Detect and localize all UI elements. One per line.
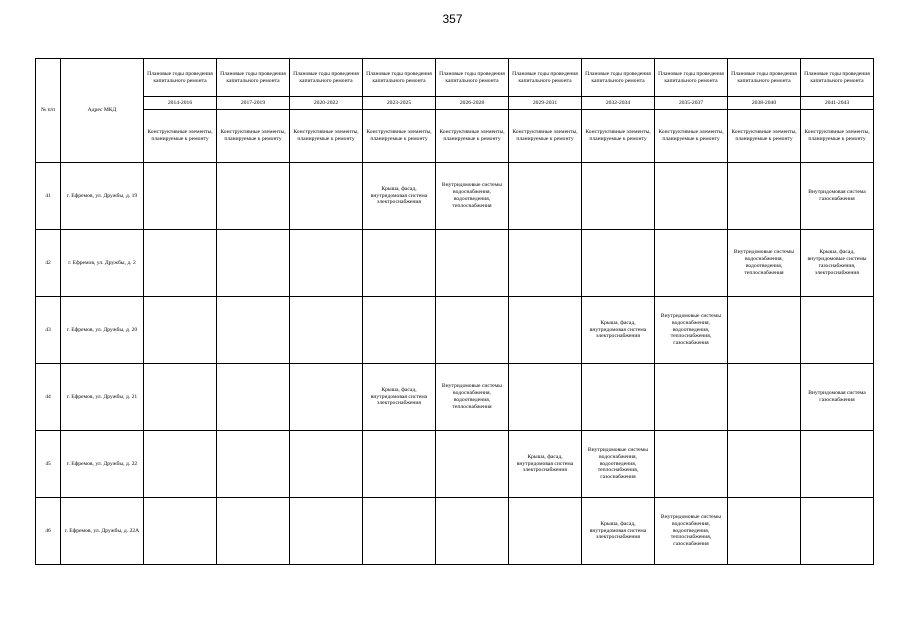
header-period-elements: Конструктивные элементы, планируемые к ремонту <box>509 110 582 163</box>
header-period-years: 2041-2043 <box>801 97 874 110</box>
row-number: 41 <box>36 163 61 230</box>
table-row <box>36 297 874 364</box>
header-period-title: Плановые годы проведения капитального ремонта <box>290 59 363 97</box>
header-period-years: 2017-2019 <box>217 97 290 110</box>
page-number: 357 <box>442 12 463 26</box>
row-address: г. Ефремов, ул. Дружбы, д. 22А <box>61 498 144 565</box>
header-period-title: Плановые годы проведения капитального ремонта <box>728 59 801 97</box>
repair-cell <box>290 498 363 565</box>
header-period-elements: Конструктивные элементы, планируемые к ремонту <box>728 110 801 163</box>
table-row <box>36 163 874 230</box>
repair-cell <box>728 364 801 431</box>
table-row <box>36 364 874 431</box>
repair-cell: Внутридомовая система газоснабжения <box>801 163 874 230</box>
repair-cell <box>144 230 217 297</box>
repair-cell <box>217 163 290 230</box>
repair-cell <box>217 297 290 364</box>
repair-cell: Внутридомовые системы водоснабжения, водоотведения, теплоснабжения, газоснабжения <box>655 498 728 565</box>
repair-cell: Внутридомовая система газоснабжения <box>801 364 874 431</box>
header-address: Адрес МКД <box>61 59 144 163</box>
repair-cell <box>217 498 290 565</box>
repair-cell <box>801 431 874 498</box>
row-address: г. Ефремов, ул. Дружбы, д. 22 <box>61 431 144 498</box>
header-period-elements: Конструктивные элементы, планируемые к ремонту <box>290 110 363 163</box>
header-period-elements: Конструктивные элементы, планируемые к ремонту <box>436 110 509 163</box>
repair-cell <box>582 364 655 431</box>
repair-cell <box>217 230 290 297</box>
table-row <box>36 498 874 565</box>
row-address: г. Ефремов, ул. Дружбы, д. 20 <box>61 297 144 364</box>
repair-cell <box>144 364 217 431</box>
repair-cell: Внутридомовые системы водоснабжения, водоотведения, теплоснабжения, газоснабжения <box>582 431 655 498</box>
repair-cell <box>801 498 874 565</box>
repair-cell: Внутридомовые системы водоснабжения, водоотведения, теплоснабжения <box>436 364 509 431</box>
repair-cell <box>801 297 874 364</box>
header-period-title: Плановые годы проведения капитального ремонта <box>436 59 509 97</box>
row-number: 46 <box>36 498 61 565</box>
repair-cell <box>436 297 509 364</box>
repair-cell <box>363 230 436 297</box>
repair-cell <box>436 431 509 498</box>
repair-cell <box>728 498 801 565</box>
repair-cell <box>290 297 363 364</box>
repair-cell <box>144 297 217 364</box>
header-period-title: Плановые годы проведения капитального ремонта <box>509 59 582 97</box>
repair-cell <box>217 431 290 498</box>
repair-cell <box>144 431 217 498</box>
repair-cell <box>655 364 728 431</box>
header-row-titles <box>36 59 874 97</box>
repair-cell <box>436 498 509 565</box>
repair-cell: Внутридомовые системы водоснабжения, водоотведения, теплоснабжения, газоснабжения <box>655 297 728 364</box>
header-period-elements: Конструктивные элементы, планируемые к ремонту <box>582 110 655 163</box>
repair-cell <box>436 230 509 297</box>
repair-cell: Внутридомовые системы водоснабжения, водоотведения, теплоснабжения <box>436 163 509 230</box>
repair-cell <box>728 431 801 498</box>
header-row-years <box>36 97 874 110</box>
row-number: 43 <box>36 297 61 364</box>
repair-cell <box>290 230 363 297</box>
header-num: № п/п <box>36 59 61 163</box>
header-row-elements <box>36 110 874 163</box>
row-address: г. Ефремов, ул. Дружбы, д. 21 <box>61 364 144 431</box>
repair-cell <box>290 431 363 498</box>
repair-cell: Крыша, фасад, внутридомовая система электроснабжения <box>363 163 436 230</box>
repair-cell <box>582 230 655 297</box>
header-period-years: 2020-2022 <box>290 97 363 110</box>
row-number: 42 <box>36 230 61 297</box>
table-row <box>36 230 874 297</box>
header-period-elements: Конструктивные элементы, планируемые к ремонту <box>144 110 217 163</box>
repair-cell <box>363 431 436 498</box>
header-period-title: Плановые годы проведения капитального ремонта <box>144 59 217 97</box>
header-period-years: 2014-2016 <box>144 97 217 110</box>
repair-cell <box>655 163 728 230</box>
header-period-years: 2035-2037 <box>655 97 728 110</box>
row-number: 45 <box>36 431 61 498</box>
repair-cell <box>728 163 801 230</box>
repair-cell: Крыша, фасад, внутридомовые системы газоснабжения, электроснабжения <box>801 230 874 297</box>
header-period-years: 2029-2031 <box>509 97 582 110</box>
repair-cell <box>655 230 728 297</box>
header-period-years: 2032-2034 <box>582 97 655 110</box>
header-period-title: Плановые годы проведения капитального ремонта <box>217 59 290 97</box>
repair-cell: Крыша, фасад, внутридомовая система электроснабжения <box>582 498 655 565</box>
repair-cell: Крыша, фасад, внутридомовая система электроснабжения <box>582 297 655 364</box>
repair-cell <box>363 498 436 565</box>
repair-cell: Крыша, фасад, внутридомовая система электроснабжения <box>509 431 582 498</box>
header-period-elements: Конструктивные элементы, планируемые к ремонту <box>801 110 874 163</box>
header-period-elements: Конструктивные элементы, планируемые к ремонту <box>363 110 436 163</box>
repair-cell <box>509 163 582 230</box>
repair-cell <box>290 163 363 230</box>
repair-cell <box>509 364 582 431</box>
header-period-elements: Конструктивные элементы, планируемые к ремонту <box>217 110 290 163</box>
repair-cell: Крыша, фасад, внутридомовая система электроснабжения <box>363 364 436 431</box>
repair-cell <box>655 431 728 498</box>
repair-cell <box>217 364 290 431</box>
table-row <box>36 431 874 498</box>
repair-schedule-table <box>35 58 874 565</box>
header-period-title: Плановые годы проведения капитального ремонта <box>655 59 728 97</box>
header-period-years: 2026-2028 <box>436 97 509 110</box>
repair-cell <box>509 230 582 297</box>
repair-cell <box>144 163 217 230</box>
repair-cell <box>582 163 655 230</box>
header-period-title: Плановые годы проведения капитального ремонта <box>363 59 436 97</box>
repair-cell <box>509 498 582 565</box>
header-period-years: 2023-2025 <box>363 97 436 110</box>
row-address: г. Ефремов, ул. Дружбы, д. 2 <box>61 230 144 297</box>
row-number: 44 <box>36 364 61 431</box>
repair-cell <box>144 498 217 565</box>
header-period-title: Плановые годы проведения капитального ремонта <box>801 59 874 97</box>
repair-cell <box>509 297 582 364</box>
header-period-years: 2038-2040 <box>728 97 801 110</box>
header-period-elements: Конструктивные элементы, планируемые к ремонту <box>655 110 728 163</box>
repair-cell <box>290 364 363 431</box>
repair-cell <box>728 297 801 364</box>
repair-cell <box>363 297 436 364</box>
header-period-title: Плановые годы проведения капитального ремонта <box>582 59 655 97</box>
repair-cell: Внутридомовые системы водоснабжения, водоотведения, теплоснабжения <box>728 230 801 297</box>
row-address: г. Ефремов, ул. Дружбы, д. 19 <box>61 163 144 230</box>
